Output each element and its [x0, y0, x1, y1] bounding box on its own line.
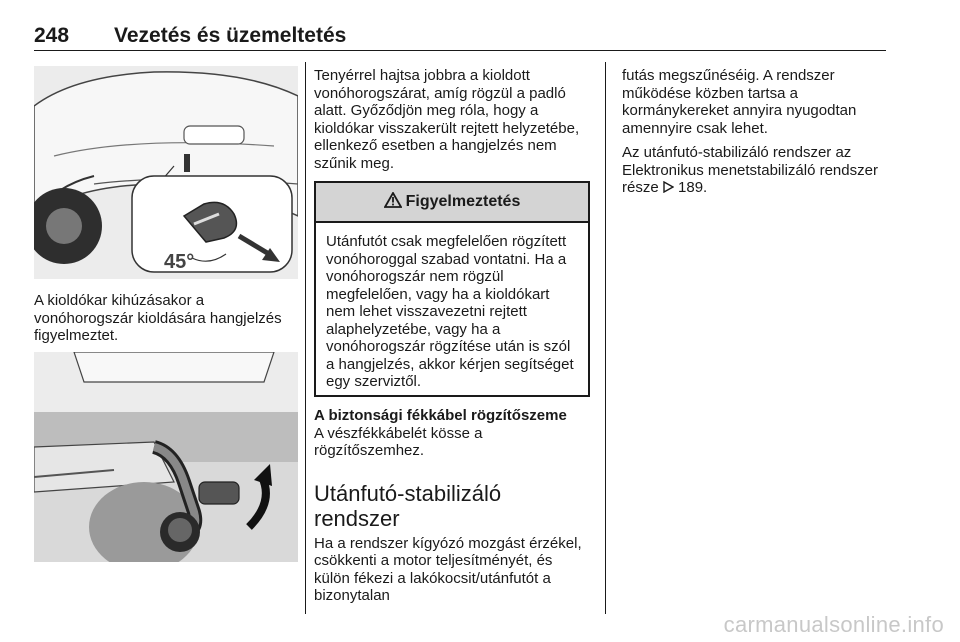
page-header	[34, 24, 886, 50]
angle-label: 45°	[164, 251, 195, 273]
page-reference-arrow-icon	[663, 179, 678, 196]
chapter-title: Vezetés és üzemeltetés	[114, 24, 347, 47]
figure-tow-hitch-stowing	[34, 352, 298, 562]
header-rule	[34, 50, 886, 51]
warning-box	[314, 181, 590, 397]
page-reference-link[interactable]: 189.	[678, 179, 708, 196]
paragraph-tow-hitch-stow: Tenyérrel hajtsa jobbra a kioldott vonóhorogszárat, amíg rögzül a padló alatt. Győződjön meg róla, hogy a kioldókar visszakerült rejtett helyzetébe, ellenkező esetben a hangjelzés nem szűnik meg.	[314, 67, 580, 172]
stabilizer-esc-text: Az utánfutó-stabilizáló rendszer az Elektronikus menetstabilizáló rendszer része	[622, 144, 878, 196]
section-title	[314, 481, 592, 531]
section-title-line-1: Utánfutó-stabilizáló	[314, 480, 502, 506]
warning-title: Figyelmeztetés	[405, 193, 521, 210]
column-2-lower	[314, 407, 592, 612]
warning-triangle-icon	[384, 192, 402, 213]
warning-header	[316, 183, 588, 223]
tow-hitch-release-illustration	[34, 66, 298, 279]
column-divider-1	[305, 62, 306, 614]
paragraph-stabilizer-operation: futás megszűnéséig. A rendszer működése közben tartsa a kormánykereket annyira nyugodtan amennyire csak lehet.	[622, 67, 857, 137]
column-3	[622, 67, 884, 204]
column-divider-2	[605, 62, 606, 614]
subheading-safety-cable-eye: A biztonsági fékkábel rögzítőszeme	[314, 407, 567, 424]
paragraph-stabilizer-intro: Ha a rendszer kígyózó mozgást érzékel, csökkenti a motor teljesítményét, és külön fékezi a lakókocsit/utánfutót a bizonytalan	[314, 534, 582, 604]
page-number: 248	[34, 24, 70, 47]
watermark: carmanualsonline.info	[723, 612, 944, 637]
section-title-line-2: rendszer	[314, 505, 400, 531]
figure-tow-hitch-release	[34, 66, 298, 279]
tow-hitch-stowing-illustration	[34, 352, 298, 562]
figure-1-caption: A kioldókar kihúzásakor a vonóhorogszár kioldására hangjelzés figyelmeztet.	[34, 292, 282, 344]
paragraph-stabilizer-esc	[622, 144, 884, 197]
warning-text: Utánfutót csak megfelelően rögzített vonóhoroggal szabad vontatni. Ha a vonóhorogszár nem rögzül megfelelően, vagy ha a kioldókart nem lehet visszavezetni rejtett alaphelyzetébe, vagy ha a vonóhorogszár rögzítése után is szól a hangjelzés, akkor kérjen segítséget egy szerviztől.	[326, 233, 574, 390]
paragraph-safety-cable: A vészfékkábelét kösse a rögzítőszemhez.	[314, 424, 483, 459]
column-2	[314, 67, 592, 179]
